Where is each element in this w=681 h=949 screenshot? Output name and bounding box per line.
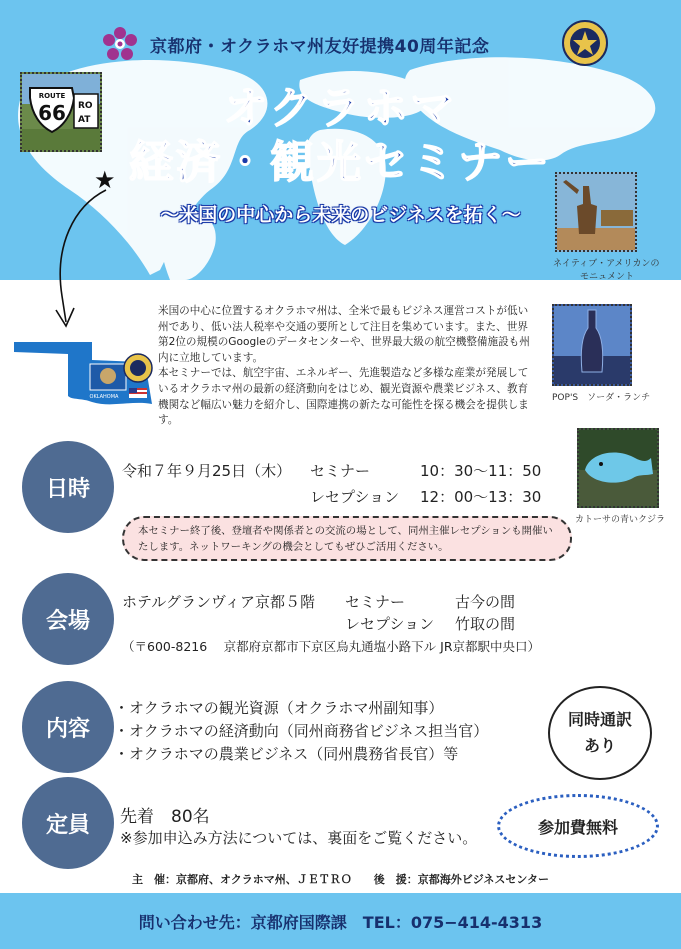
venue-label: 会場 — [22, 573, 114, 665]
intro-paragraph-1: 米国の中心に位置するオクラホマ州は、全米で最もビジネス運営コストが低い州であり、低い法人税率や交通の要所として注目を集めています。また、世界第2位の規模のGoogleのデータセンターや、世界最大級の航空機整備施設も州内に立地しています。 — [158, 305, 530, 364]
star-icon: ★ — [94, 166, 116, 194]
kyoto-emblem-icon — [102, 26, 138, 62]
intro-paragraph-2: 本セミナーでは、航空宇宙、エネルギー、先進製造など多様な産業が発展しているオクラホマ州の最新の経済動向をはじめ、観光資源や農業ビジネス、教育機関など幅広い魅力を紹介し、国際連携の新たな可能性を探る機会を提供します。 — [158, 367, 529, 427]
interpretation-line-1: 同時通訳 — [567, 710, 632, 729]
capacity-value: 先着 80名 — [120, 807, 210, 827]
seminar-time: 10：30〜11：50 — [420, 462, 542, 480]
svg-text:RO: RO — [78, 101, 93, 111]
content-item-1: ・オクラホマの観光資源（オクラホマ州副知事） — [114, 699, 444, 717]
content-label: 内容 — [22, 681, 114, 773]
subtitle: 〜米国の中心から未来のビジネスを拓く〜 — [160, 204, 521, 226]
reception-note: 本セミナー終了後、登壇者や関係者との交流の場として、同州主催レセプションも開催いたします。ネットワーキングの機会としてもぜひご活用ください。 — [122, 516, 572, 561]
datetime-label: 日時 — [22, 441, 114, 533]
contact-footer: 問い合わせ先：京都府国際課 TEL：075−414-4313 — [0, 893, 681, 949]
intro-text — [158, 304, 538, 429]
venue-seminar-label: セミナー — [345, 593, 406, 611]
pops-photo — [552, 304, 632, 386]
capacity-label: 定員 — [22, 777, 114, 869]
route66-photo — [20, 72, 102, 152]
event-date: 令和７年９月25日（木） — [122, 462, 292, 480]
oklahoma-state-map — [12, 338, 160, 410]
content-item-2: ・オクラホマの経済動向（同州商務省ビジネス担当官） — [114, 722, 489, 740]
blue-whale-photo — [577, 428, 659, 508]
reception-time-label: レセプション — [310, 488, 400, 506]
svg-text:AT: AT — [78, 115, 91, 125]
route-sign-number: 66 — [38, 101, 66, 125]
blue-whale-icon — [579, 430, 657, 506]
whale-caption: カトーサの青いクジラ — [575, 515, 666, 525]
venue-hotel: ホテルグランヴィア京都５階 — [122, 593, 316, 611]
venue-reception-label: レセプション — [345, 615, 435, 633]
pops-caption: POP'S ソーダ・ランチ — [552, 393, 651, 403]
venue-reception-room: 竹取の間 — [455, 615, 516, 633]
title-line-2: 経済・観光セミナー — [129, 137, 552, 188]
title-line-1: オクラホマ — [223, 83, 458, 134]
monument-caption-line2: モニュメント — [580, 272, 635, 282]
oklahoma-map-label: OKLAHOMA — [89, 394, 119, 400]
sponsor-line: 主 催：京都府、オクラホマ州、ＪＥＴＲＯ 後 援：京都海外ビジネスセンター — [131, 873, 549, 886]
oklahoma-seal-icon — [562, 20, 608, 66]
interpretation-bubble — [548, 686, 652, 780]
monument-caption-line1: ネイティブ・アメリカンの — [553, 259, 660, 269]
monument-statue-icon — [557, 174, 635, 250]
interpretation-line-2: あり — [583, 736, 616, 755]
route66-sign-icon — [22, 74, 100, 150]
content-item-3: ・オクラホマの農業ビジネス（同州農務省長官）等 — [114, 745, 459, 763]
capacity-note: ※参加申込み方法については、裏面をご覧ください。 — [120, 829, 478, 847]
anniversary-heading: 京都府・オクラホマ州友好提携40周年記念 — [150, 37, 490, 57]
soda-bottle-icon — [554, 306, 630, 384]
venue-address: （〒600-8216 京都府京都市下京区烏丸通塩小路下ル JR京都駅中央口） — [122, 639, 541, 654]
route-sign-text: ROUTE — [38, 92, 66, 100]
venue-seminar-room: 古今の間 — [455, 593, 516, 611]
monument-photo — [555, 172, 637, 252]
seminar-time-label: セミナー — [310, 462, 371, 480]
reception-time: 12：00〜13：30 — [420, 488, 542, 506]
curved-arrow-icon — [34, 186, 124, 336]
free-admission-badge: 参加費無料 — [497, 794, 659, 858]
